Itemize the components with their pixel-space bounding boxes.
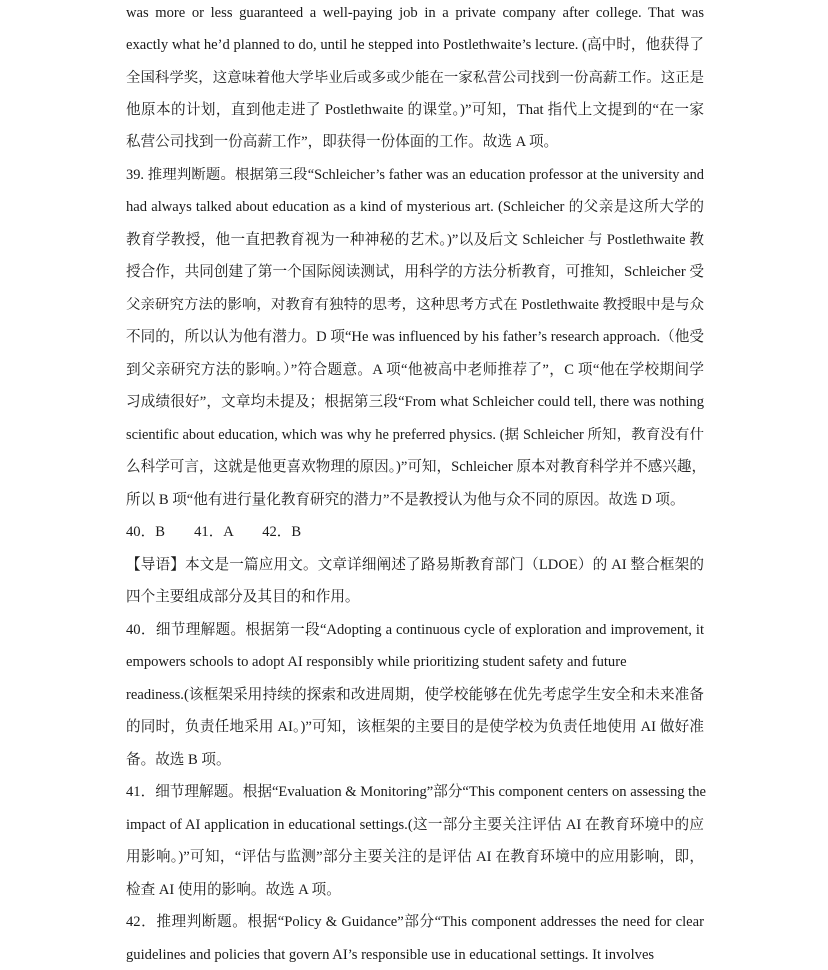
answer-line: 40．B 41．A 42．B [126,524,302,540]
text-line: 他原本的计划，直到他走进了 Postlethwaite 的课堂。)”可知，That 指代上文提到的“在一家 [126,102,704,118]
text-line: 授合作，共同创建了第一个国际阅读测试，用科学的方法分析教育，可推知，Schleicher 受 [126,264,704,280]
text-line: scientific about education, which was why he preferred physics. (据 Schleicher 所知，教育没有什 [126,427,704,443]
text-line: 的同时，负责任地采用 AI。)”可知，该框架的主要目的是使学校为负责任地使用 AI 做好准 [126,719,704,735]
text-line: was more or less guaranteed a well-paying job in a private company after college. That was [126,5,704,21]
text-line: 私营公司找到一份高薪工作”，即获得一份体面的工作。故选 A 项。 [126,134,559,150]
text-line: 所以 B 项“他有进行量化教育研究的潜力”不是教授认为他与众不同的原因。故选 D 项。 [126,492,685,508]
text-line: 四个主要组成部分及其目的和作用。 [126,589,360,605]
text-line: empowers schools to adopt AI responsibly while prioritizing student safety and future [126,654,627,670]
text-line: 全国科学奖，这意味着他大学毕业后或多或少能在一家私营公司找到一份高薪工作。这正是 [126,70,704,86]
text-line: 父亲研究方法的影响，对教育有独特的思考，这种思考方式在 Postlethwaite 教授眼中是与众 [126,297,704,313]
text-line: 39. 推理判断题。根据第三段“Schleicher’s father was an education professor at the university and [126,167,704,183]
text-line: 不同的，所以认为他有潜力。D 项“He was influenced by his father’s research approach.（他受 [126,329,704,345]
text-line: 备。故选 B 项。 [126,752,231,768]
text-line: exactly what he’d planned to do, until he stepped into Postlethwaite’s lecture. (高中时，他获得了 [126,37,704,53]
text-line: impact of AI application in educational settings.(这一部分主要关注评估 AI 在教育环境中的应 [126,817,704,833]
text-line: had always talked about education as a kind of mysterious art. (Schleicher 的父亲是这所大学的 [126,199,704,215]
text-line: 检查 AI 使用的影响。故选 A 项。 [126,882,341,898]
text-line: readiness.(该框架采用持续的探索和改进周期，使学校能够在优先考虑学生安全和未来准备 [126,687,704,703]
text-line: 40．细节理解题。根据第一段“Adopting a continuous cycle of exploration and improvement, it [126,622,704,638]
text-line: 到父亲研究方法的影响。）”符合题意。A 项“他被高中老师推荐了”，C 项“他在学校期间学 [126,362,704,378]
text-line: 教育学教授，他一直把教育视为一种神秘的艺术。)”以及后文 Schleicher 与 Postlethwaite 教 [126,232,704,248]
text-line: 【导语】本文是一篇应用文。文章详细阐述了路易斯教育部门（LDOE）的 AI 整合框架的 [126,557,704,573]
text-line: 41．细节理解题。根据“Evaluation & Monitoring”部分“This component centers on assessing the [126,784,707,800]
text-line: guidelines and policies that govern AI’s responsible use in educational settings. It involves [126,947,655,963]
text-line: 习成绩很好”，文章均未提及；根据第三段“From what Schleicher could tell, there was nothing [126,394,704,410]
text-line: 用影响。)”可知，“评估与监测”部分主要关注的是评估 AI 在教育环境中的应用影响，即， [126,849,704,865]
text-line: 么科学可言，这就是他更喜欢物理的原因。)”可知，Schleicher 原本对教育科学并不感兴趣， [126,459,707,475]
text-line: 42．推理判断题。根据“Policy & Guidance”部分“This component addresses the need for clear [126,914,704,930]
